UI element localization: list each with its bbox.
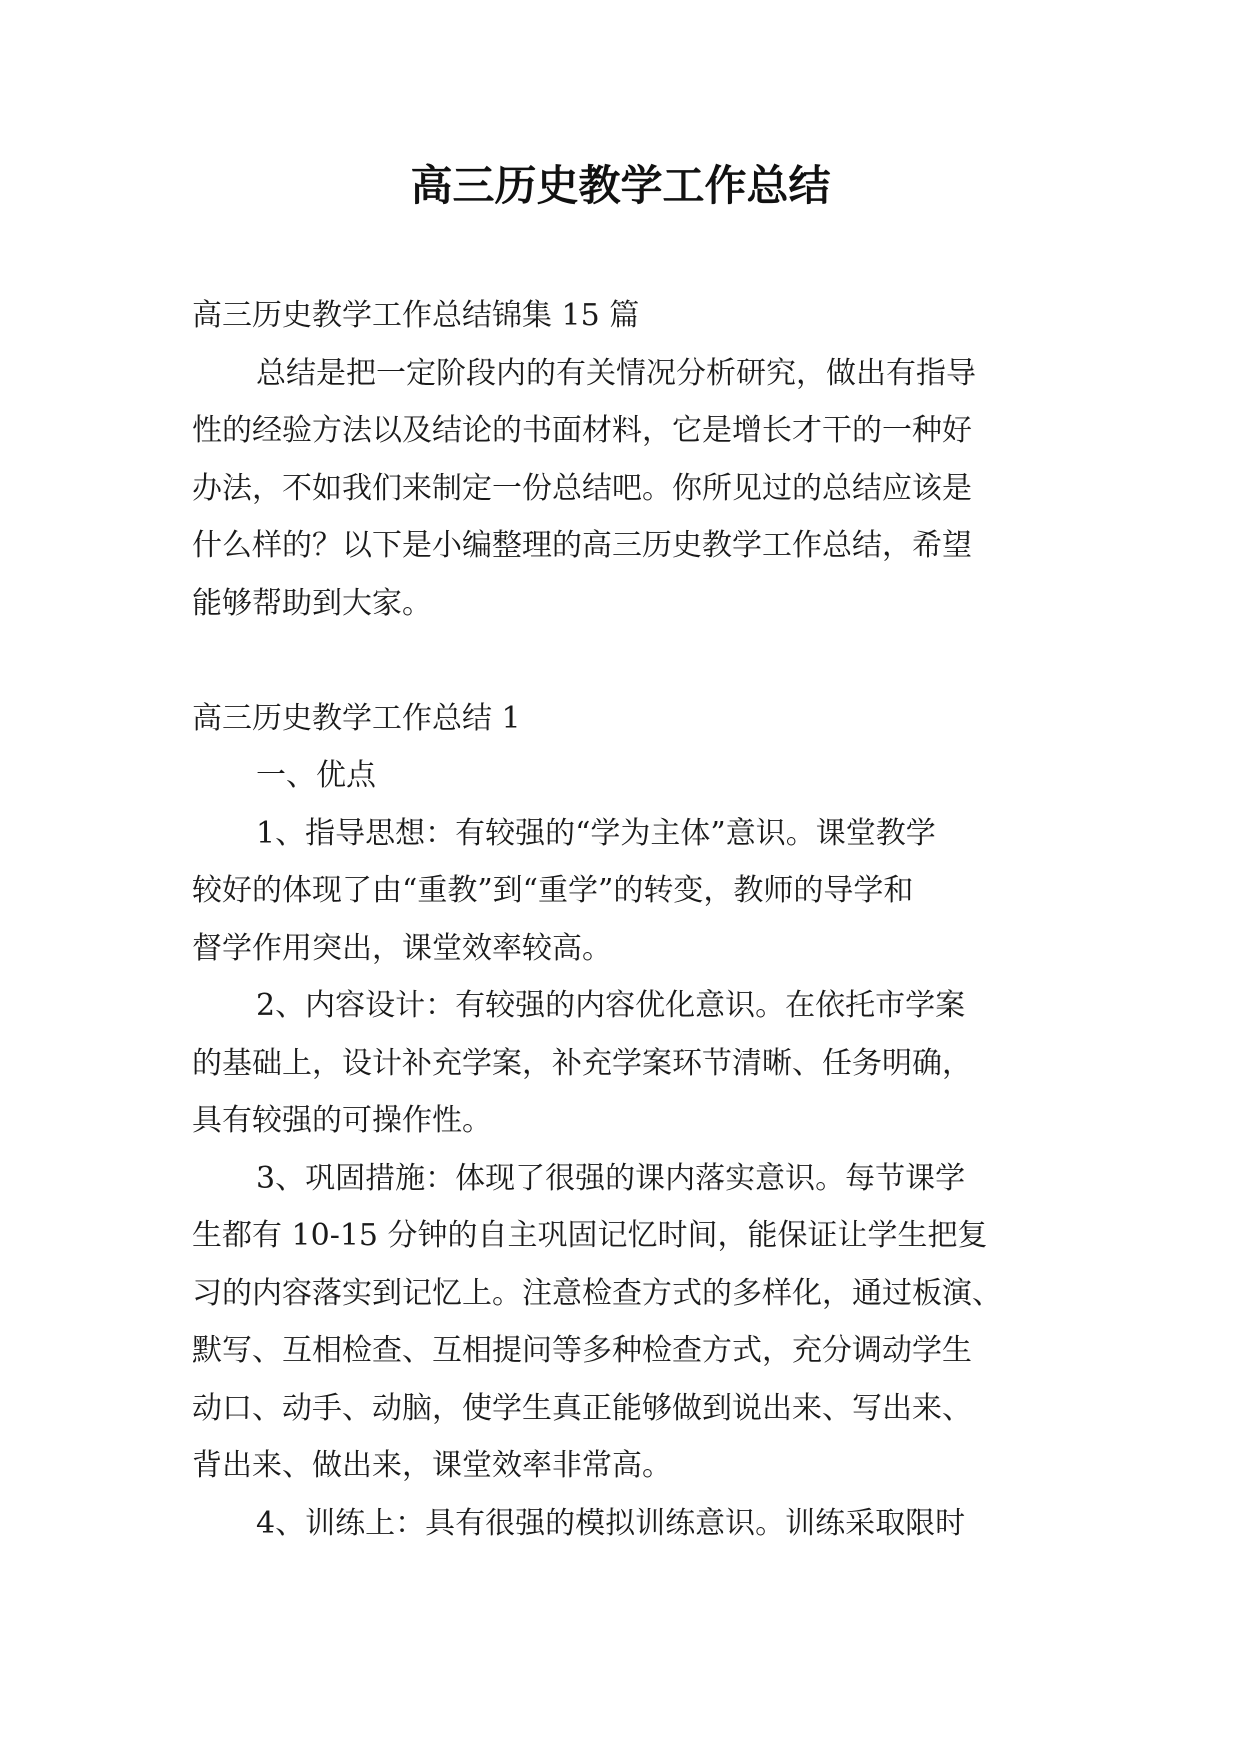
- paragraph-line: 默写、互相检查、互相提问等多种检查方式，充分调动学生: [192, 1333, 972, 1368]
- paragraph-line: 2、内容设计：有较强的内容优化意识。在依托市学案: [256, 988, 966, 1023]
- item-paragraph-2: [192, 977, 1052, 1150]
- intro-paragraph: [192, 345, 1052, 633]
- paragraph-line: 的基础上，设计补充学案，补充学案环节清晰、任务明确，: [192, 1045, 972, 1081]
- paragraph-spacer: [192, 632, 1052, 690]
- item-paragraph-4: [192, 1495, 1052, 1553]
- paragraph-line: 具有较强的可操作性。: [192, 1103, 492, 1138]
- paragraph-line: 较好的体现了由“重教”到“重学”的转变，教师的导学和: [192, 873, 914, 908]
- document-body: [192, 287, 1052, 1552]
- paragraph-line: 什么样的？以下是小编整理的高三历史教学工作总结，希望: [192, 528, 972, 563]
- paragraph-line: 能够帮助到大家。: [192, 585, 432, 621]
- paragraph-line: 1、指导思想：有较强的“学为主体”意识。课堂教学: [256, 815, 936, 851]
- paragraph-line: 4、训练上：具有很强的模拟训练意识。训练采取限时: [256, 1505, 966, 1541]
- paragraph-line: 总结是把一定阶段内的有关情况分析研究，做出有指导: [256, 355, 976, 391]
- paragraph-line: 背出来、做出来，课堂效率非常高。: [192, 1448, 672, 1483]
- item-paragraph-3: [192, 1150, 1052, 1495]
- section-subheading: 一、优点: [256, 758, 376, 793]
- document-title: 高三历史教学工作总结: [410, 161, 831, 210]
- paragraph-line: 生都有 10-15 分钟的自主巩固记忆时间，能保证让学生把复: [192, 1218, 988, 1253]
- item-paragraph-1: [192, 805, 1052, 978]
- paragraph-line: 督学作用突出，课堂效率较高。: [192, 930, 612, 966]
- paragraph-line: 3、巩固措施：体现了很强的课内落实意识。每节课学: [256, 1160, 966, 1196]
- paragraph-line: 办法，不如我们来制定一份总结吧。你所见过的总结应该是: [192, 470, 972, 506]
- section-heading: 高三历史教学工作总结 1: [192, 700, 521, 736]
- document-subtitle: 高三历史教学工作总结锦集 15 篇: [192, 298, 640, 333]
- paragraph-line: 动口、动手、动脑，使学生真正能够做到说出来、写出来、: [192, 1390, 972, 1426]
- paragraph-line: 性的经验方法以及结论的书面材料，它是增长才干的一种好: [192, 413, 972, 448]
- paragraph-line: 习的内容落实到记忆上。注意检查方式的多样化，通过板演、: [192, 1275, 1002, 1311]
